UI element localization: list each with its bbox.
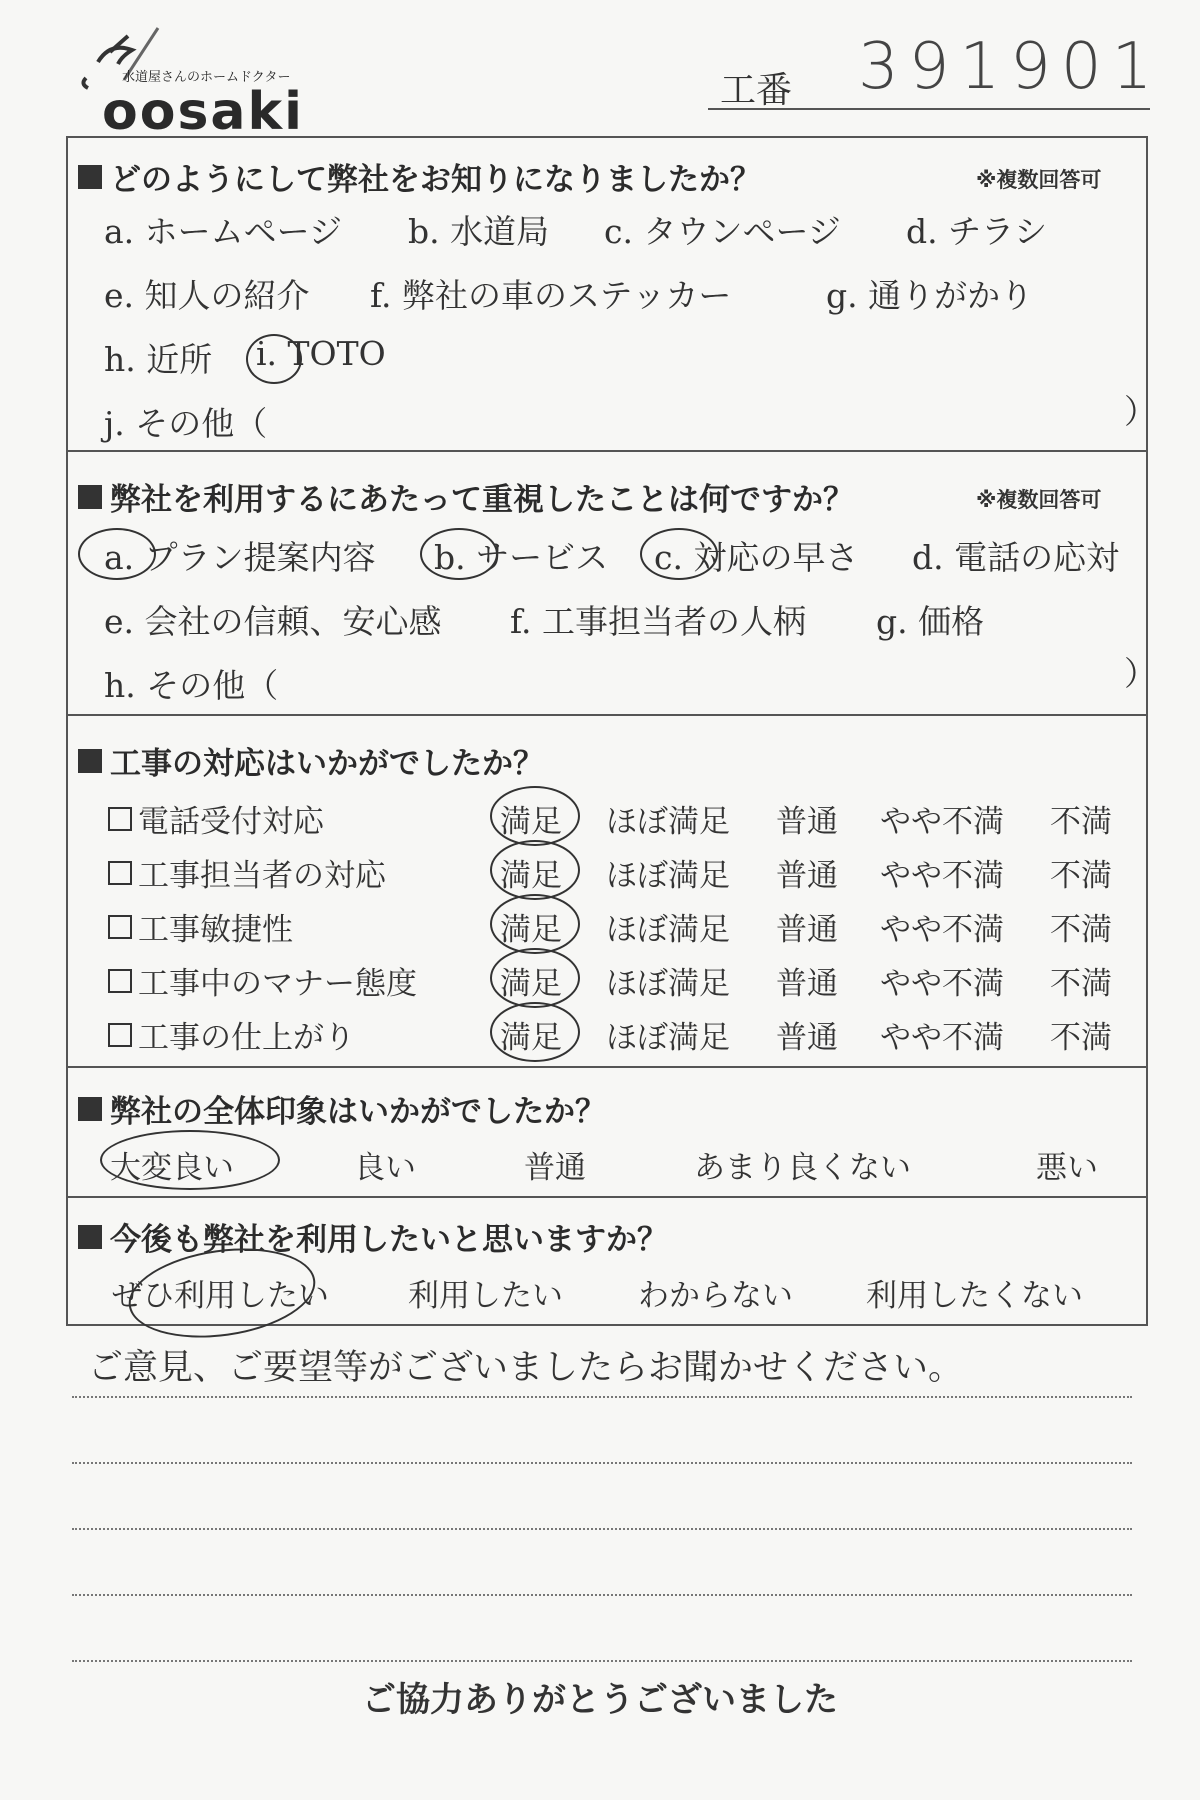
q3-rating-dissatisfied[interactable]: 不満: [1050, 804, 1112, 840]
job-number-value[interactable]: 391901: [858, 30, 1163, 104]
q3-rating-mostly-satisfied[interactable]: ほぼ満足: [606, 858, 730, 894]
square-bullet-icon: [78, 485, 102, 509]
q1-title-text: どのようにして弊社をお知りになりましたか？: [110, 162, 761, 198]
q3-row-label[interactable]: 工事担当者の対応: [108, 850, 386, 895]
q3-title-text: 工事の対応はいかがでしたか？: [110, 746, 544, 782]
q1-option-h[interactable]: h. 近所: [104, 340, 213, 379]
checkbox-icon[interactable]: [108, 861, 132, 885]
q3-rating-dissatisfied[interactable]: 不満: [1050, 1020, 1112, 1056]
q1-option-i[interactable]: i. TOTO: [256, 334, 386, 373]
job-number-label: 工番: [720, 70, 793, 111]
q2-other-close-paren: ）: [1124, 654, 1157, 693]
q3-rating-somewhat-dissatisfied[interactable]: やや不満: [880, 1020, 1004, 1056]
checkbox-icon[interactable]: [108, 807, 132, 831]
q3-rating-satisfied[interactable]: 満足: [500, 858, 562, 894]
q5-option-unsure[interactable]: わからない: [638, 1278, 793, 1314]
q3-title: [78, 738, 544, 783]
square-bullet-icon: [78, 165, 102, 189]
q4-option-good[interactable]: 良い: [354, 1150, 416, 1186]
q3-rating-dissatisfied[interactable]: 不満: [1050, 912, 1112, 948]
q1-multiple-note: ※複数回答可: [976, 168, 1102, 192]
q4-option-not-so-good[interactable]: あまり良くない: [694, 1150, 911, 1186]
q3-row-label[interactable]: 電話受付対応: [108, 796, 324, 841]
q3-rating-somewhat-dissatisfied[interactable]: やや不満: [880, 858, 1004, 894]
checkbox-icon[interactable]: [108, 969, 132, 993]
q3-row-label[interactable]: 工事の仕上がり: [108, 1012, 355, 1057]
q2-option-g[interactable]: g. 価格: [876, 602, 985, 641]
q1-option-e[interactable]: e. 知人の紹介: [104, 276, 310, 315]
q3-row-label[interactable]: 工事中のマナー態度: [108, 958, 417, 1003]
comment-line[interactable]: [72, 1594, 1132, 1596]
q1-option-j[interactable]: j. その他（: [104, 404, 268, 443]
q3-rating-satisfied[interactable]: 満足: [500, 912, 562, 948]
q3-rating-dissatisfied[interactable]: 不満: [1050, 858, 1112, 894]
q3-rating-satisfied[interactable]: 満足: [500, 804, 562, 840]
q1-other-close-paren: ）: [1124, 392, 1157, 431]
q3-rating-satisfied[interactable]: 満足: [500, 966, 562, 1002]
comments-prompt: ご意見、ご要望等がございましたらお聞かせください。: [88, 1348, 964, 1388]
q2-title-text: 弊社を利用するにあたって重視したことは何ですか？: [110, 482, 854, 518]
q1-option-d[interactable]: d. チラシ: [906, 212, 1048, 251]
section-divider: [66, 1196, 1148, 1198]
q3-rating-mostly-satisfied[interactable]: ほぼ満足: [606, 804, 730, 840]
q3-rating-normal[interactable]: 普通: [776, 1020, 838, 1056]
q3-rating-mostly-satisfied[interactable]: ほぼ満足: [606, 912, 730, 948]
q5-title-text: 今後も弊社を利用したいと思いますか？: [110, 1222, 668, 1258]
q4-option-very-good[interactable]: 大変良い: [110, 1150, 234, 1186]
thank-you-message: ご協力ありがとうございました: [362, 1680, 838, 1720]
section-divider: [66, 714, 1148, 716]
q3-rating-mostly-satisfied[interactable]: ほぼ満足: [606, 966, 730, 1002]
q3-rating-dissatisfied[interactable]: 不満: [1050, 966, 1112, 1002]
q5-option-definitely[interactable]: ぜひ利用したい: [112, 1278, 329, 1314]
q3-rating-normal[interactable]: 普通: [776, 966, 838, 1002]
q2-option-d[interactable]: d. 電話の応対: [912, 538, 1120, 577]
comment-line[interactable]: [72, 1660, 1132, 1662]
logo-wordmark: oosaki: [102, 82, 304, 142]
checkbox-icon[interactable]: [108, 1023, 132, 1047]
q4-option-bad[interactable]: 悪い: [1036, 1150, 1098, 1186]
q2-option-a[interactable]: a. プラン提案内容: [104, 538, 376, 577]
comment-line[interactable]: [72, 1462, 1132, 1464]
q4-option-average[interactable]: 普通: [524, 1150, 586, 1186]
square-bullet-icon: [78, 1225, 102, 1249]
q1-title: [78, 154, 761, 199]
q3-row-label[interactable]: 工事敏捷性: [108, 904, 293, 949]
comment-line[interactable]: [72, 1528, 1132, 1530]
q1-option-a[interactable]: a. ホームページ: [104, 212, 342, 251]
square-bullet-icon: [78, 1097, 102, 1121]
job-number-underline: [708, 108, 1150, 110]
q1-option-f[interactable]: f. 弊社の車のステッカー: [370, 276, 732, 315]
q3-rating-satisfied[interactable]: 満足: [500, 1020, 562, 1056]
q2-title: [78, 474, 854, 519]
q2-option-f[interactable]: f. 工事担当者の人柄: [510, 602, 807, 641]
q3-rating-mostly-satisfied[interactable]: ほぼ満足: [606, 1020, 730, 1056]
section-divider: [66, 1066, 1148, 1068]
q2-option-c[interactable]: c. 対応の早さ: [654, 538, 859, 577]
q2-option-b[interactable]: b. サービス: [434, 538, 609, 577]
q3-rating-somewhat-dissatisfied[interactable]: やや不満: [880, 912, 1004, 948]
q2-option-h[interactable]: h. その他（: [104, 666, 279, 705]
q2-option-e[interactable]: e. 会社の信頼、安心感: [104, 602, 442, 641]
q5-option-yes[interactable]: 利用したい: [408, 1278, 563, 1314]
q3-rating-normal[interactable]: 普通: [776, 804, 838, 840]
q4-title-text: 弊社の全体印象はいかがでしたか？: [110, 1094, 606, 1130]
square-bullet-icon: [78, 749, 102, 773]
comment-line[interactable]: [72, 1396, 1132, 1398]
company-logo: [70, 22, 330, 142]
q5-title: [78, 1214, 668, 1259]
q3-rating-normal[interactable]: 普通: [776, 912, 838, 948]
q1-option-g[interactable]: g. 通りがかり: [826, 276, 1034, 315]
q5-option-no[interactable]: 利用したくない: [866, 1278, 1083, 1314]
section-divider: [66, 450, 1148, 452]
q3-rating-normal[interactable]: 普通: [776, 858, 838, 894]
q2-multiple-note: ※複数回答可: [976, 488, 1102, 512]
logo-tagline: 水道屋さんのホームドクター: [122, 70, 291, 85]
q1-option-c[interactable]: c. タウンページ: [604, 212, 841, 251]
q3-rating-somewhat-dissatisfied[interactable]: やや不満: [880, 804, 1004, 840]
q4-title: [78, 1086, 606, 1131]
q3-rating-somewhat-dissatisfied[interactable]: やや不満: [880, 966, 1004, 1002]
q1-option-b[interactable]: b. 水道局: [408, 212, 550, 251]
checkbox-icon[interactable]: [108, 915, 132, 939]
